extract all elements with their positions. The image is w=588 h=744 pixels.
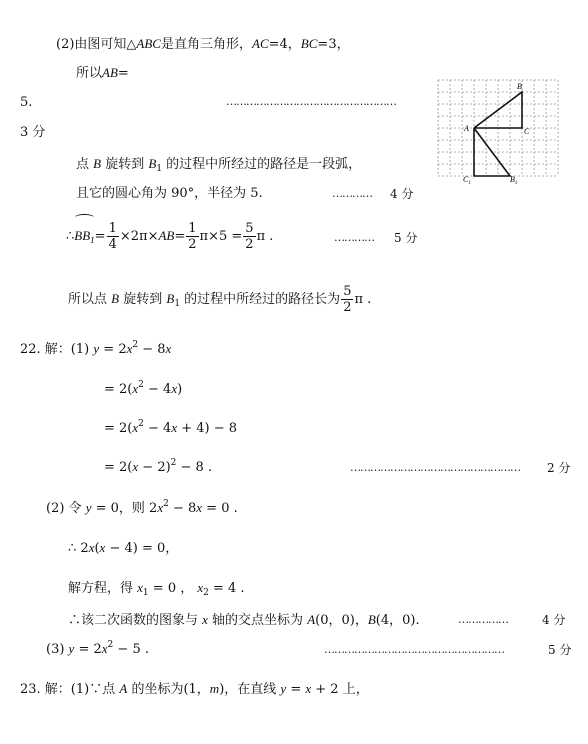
line-rotation-path: [76, 156, 361, 173]
text: 的过程中所经过的路径是一段弧，: [162, 157, 362, 172]
line-arc-formula: [66, 219, 273, 254]
line-score-3: 3 分: [20, 125, 46, 140]
score-leader-dots: ………………………………………………: [324, 643, 504, 656]
text: 所以点: [68, 292, 112, 307]
text: =3，: [317, 37, 350, 52]
subscript: 1: [174, 299, 181, 309]
math-abc: ABC: [136, 36, 161, 51]
math-b1: B: [166, 291, 175, 306]
score-4: 4 分: [390, 187, 414, 201]
label-b1: $B_1$: [510, 175, 518, 186]
score-leader-dots: ……………………………………………: [226, 95, 396, 108]
q22-solve: 解方程，得 $x_1 = 0$ ， $x_2 = 4$ .: [68, 580, 245, 598]
score-leader-dots: …………: [332, 187, 372, 200]
line-so-ab: [76, 65, 129, 82]
score-leader-dots: ……………: [458, 613, 508, 626]
text: =: [117, 66, 129, 81]
text: π .: [256, 229, 274, 244]
fraction-five-halves: $\frac{5}{2}$: [343, 284, 352, 315]
q22-step-2: = $2(x^2 - 4x + 4) - 8$: [104, 419, 238, 436]
text: 旋转到: [119, 292, 167, 307]
label-a: A: [464, 124, 469, 133]
label-c: C: [524, 127, 530, 136]
math-bb: BB: [74, 228, 91, 243]
score-4: 4 分: [542, 613, 566, 627]
text: ×2π×: [119, 229, 159, 244]
line-path-length: [68, 282, 371, 317]
text: =: [174, 229, 186, 244]
text: =: [94, 229, 106, 244]
text: 点: [76, 157, 94, 172]
score-2: 2 分: [547, 461, 571, 475]
text: 22. 解：(1): [20, 342, 90, 357]
label-c1: $C_1$: [463, 175, 471, 186]
text: 的过程中所经过的路径长为: [180, 292, 341, 307]
subscript: 1: [156, 164, 163, 174]
math-bc: BC: [300, 36, 318, 51]
label-b: B: [517, 82, 522, 91]
text: π×5 =: [199, 229, 243, 244]
line-value-5: 5.: [20, 95, 33, 110]
q22-factor: ∴ 2x(x − 4) = 0，: [68, 540, 179, 556]
therefore-symbol: ∴: [66, 229, 75, 244]
subscript: 1: [90, 235, 95, 245]
text: (2)由图可知△: [56, 37, 137, 52]
score-5: 5 分: [394, 231, 418, 245]
fraction-five-halves: $\frac{5}{2}$: [245, 221, 254, 252]
text: =4，: [268, 37, 301, 52]
q22-step-1: = $2(x^2 - 4x)$: [104, 380, 183, 397]
q23-heading: 23. 解：(1)∵点 A 的坐标为(1，m)，在直线 y = x + 2 上，: [20, 681, 369, 697]
score-5: 5 分: [548, 643, 572, 657]
q22-part2: (2) 令 y = 0，则 $2x^2 - 8x = 0$ .: [46, 499, 238, 516]
score-leader-dots: …………: [334, 231, 374, 244]
math-b1: B: [148, 156, 157, 171]
math-b: B: [111, 291, 120, 306]
q22-step-3: = $2(x - 2)^2 - 8$ .: [104, 458, 213, 475]
text: 所以: [76, 66, 103, 81]
math-ab: AB: [102, 65, 118, 80]
fraction-one-half: $\frac{1}{2}$: [188, 221, 197, 252]
math-ac: AC: [252, 36, 269, 51]
math-ab: AB: [158, 228, 175, 243]
text: π .: [354, 292, 372, 307]
math-b: B: [93, 156, 102, 171]
arc-bb1: [74, 219, 94, 253]
q22-intersections: ∴该二次函数的图象与 x 轴的交点坐标为 A(0，0)，B(4，0).: [68, 612, 420, 628]
fraction-one-quarter: $\frac{1}{4}$: [108, 221, 117, 252]
q22-part3: (3) $y = 2x^2 - 5$ .: [46, 640, 149, 657]
rotation-grid-figure: [434, 74, 564, 186]
line-triangle-statement: [56, 36, 350, 53]
q22-heading: 22. 解：(1) $y = 2x^2 - 8x$: [20, 340, 172, 357]
line-central-angle: 且它的圆心角为 90°，半径为 5.: [76, 186, 263, 201]
text: 旋转到: [101, 157, 149, 172]
score-leader-dots: ……………………………………………: [350, 461, 520, 474]
text: 是直角三角形，: [160, 37, 252, 52]
